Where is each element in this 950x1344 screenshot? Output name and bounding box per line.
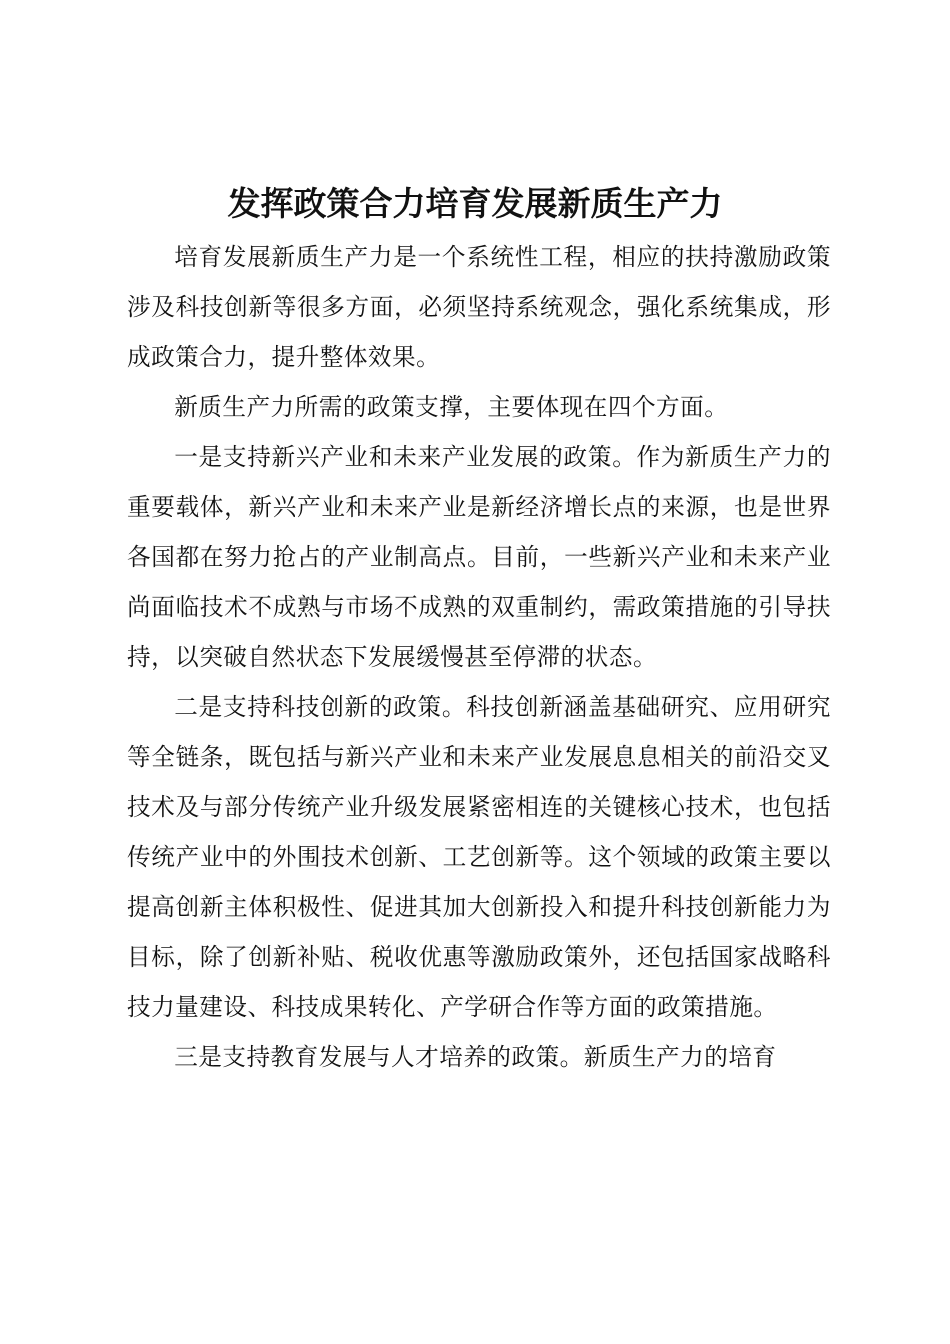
paragraph: 新质生产力所需的政策支撑，主要体现在四个方面。 bbox=[174, 393, 729, 421]
paragraph: 二是支持科技创新的政策。科技创新涵盖基础研究、应用研究等全链条，既包括与新兴产业和未来产业发展息息相关的前沿交叉技术及与部分传统产业升级发展紧密相连的关键核心技术，也包括传统产业中的外围技术创新、工艺创新等。这个领域的政策主要以提高创新主体积极性、促进其加大创新投入和提升科技创新能力为目标，除了创新补贴、税收优惠等激励政策外，还包括国家战略科技力量建设、科技成果转化、产学研合作等方面的政策措施。 bbox=[127, 693, 831, 1021]
document-body bbox=[127, 232, 831, 1082]
paragraph: 三是支持教育发展与人才培养的政策。新质生产力的培育 bbox=[174, 1043, 777, 1071]
paragraph: 培育发展新质生产力是一个系统性工程，相应的扶持激励政策涉及科技创新等很多方面，必须坚持系统观念，强化系统集成，形成政策合力，提升整体效果。 bbox=[127, 243, 831, 371]
paragraph: 一是支持新兴产业和未来产业发展的政策。作为新质生产力的重要载体，新兴产业和未来产业是新经济增长点的来源，也是世界各国都在努力抢占的产业制高点。目前，一些新兴产业和未来产业尚面临技术不成熟与市场不成熟的双重制约，需政策措施的引导扶持，以突破自然状态下发展缓慢甚至停滞的状态。 bbox=[127, 443, 831, 671]
document-title: 发挥政策合力培育发展新质生产力 bbox=[227, 184, 723, 223]
